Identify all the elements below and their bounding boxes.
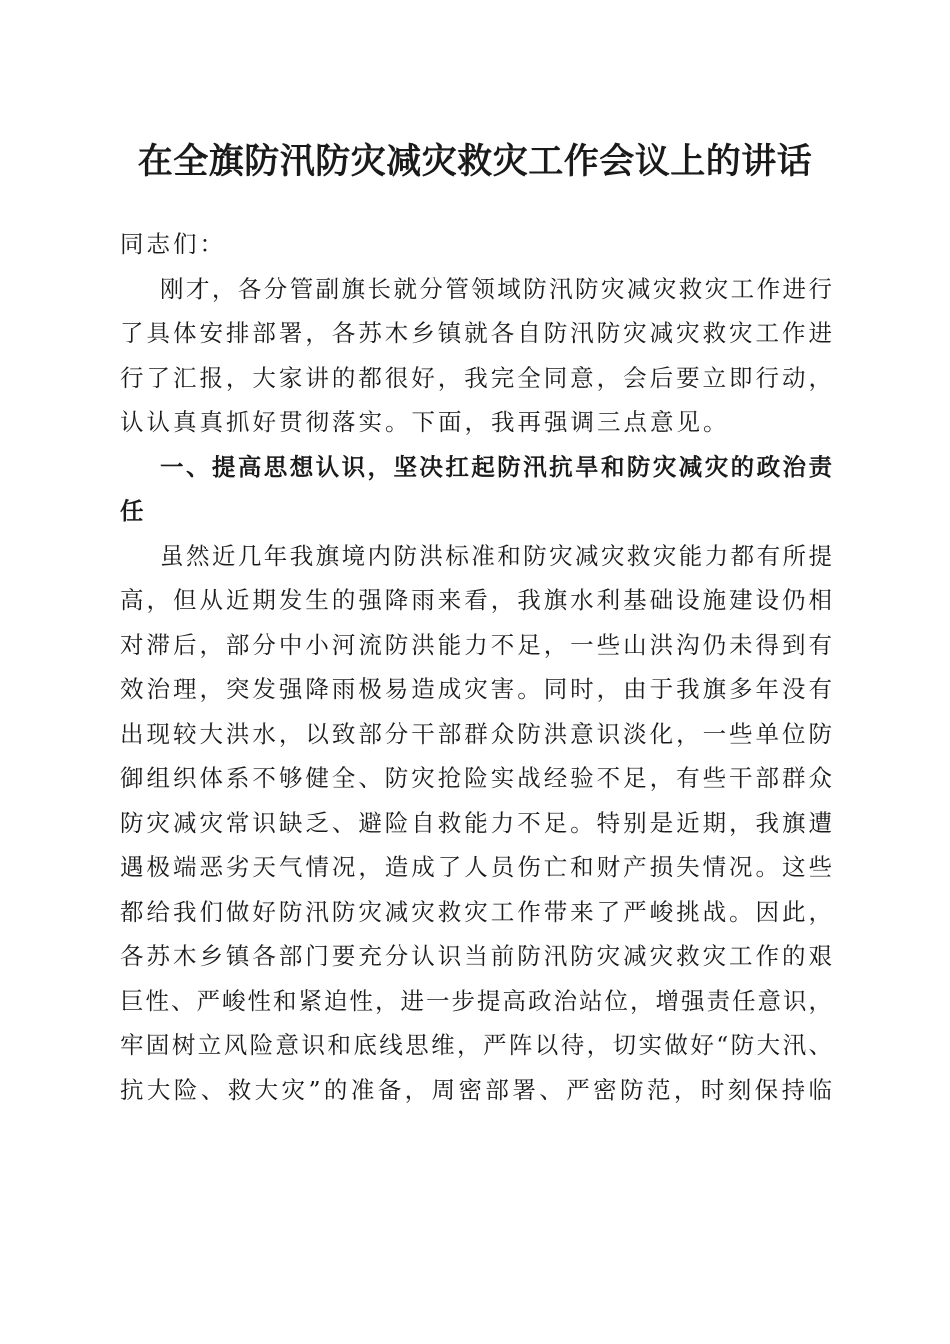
paragraph-line: 防灾减灾常识缺乏、避险自救能力不足。特别是近期，我旗遭 — [120, 808, 832, 837]
paragraph-line: 抗大险、救大灾”的准备，周密部署、严密防范，时刻保持临 — [120, 1075, 832, 1104]
paragraph-line: 虽然近几年我旗境内防洪标准和防灾减灾救灾能力都有所提 — [160, 541, 832, 570]
paragraph-line: 行了汇报，大家讲的都很好，我完全同意，会后要立即行动， — [120, 363, 832, 392]
section-heading-continued: 任 — [120, 497, 147, 525]
paragraph-line: 对滞后，部分中小河流防洪能力不足，一些山洪沟仍未得到有 — [120, 630, 832, 659]
paragraph-line: 牢固树立风险意识和底线思维，严阵以待，切实做好“防大汛、 — [120, 1031, 832, 1059]
section-heading: 一、提高思想认识，坚决扛起防汛抗旱和防灾减灾的政治责 — [160, 452, 832, 481]
paragraph-line: 巨性、严峻性和紧迫性，进一步提高政治站位，增强责任意识， — [120, 986, 832, 1015]
salutation: 同志们： — [120, 230, 226, 258]
paragraph-line: 高，但从近期发生的强降雨来看，我旗水利基础设施建设仍相 — [120, 586, 832, 614]
paragraph-line: 都给我们做好防汛防灾减灾救灾工作带来了严峻挑战。因此， — [120, 897, 832, 926]
paragraph-line: 遇极端恶劣天气情况，造成了人员伤亡和财产损失情况。这些 — [120, 853, 832, 881]
document-body — [120, 222, 832, 1112]
paragraph-line: 御组织体系不够健全、防灾抢险实战经验不足，有些干部群众 — [120, 764, 832, 792]
paragraph-line: 认认真真抓好贯彻落实。下面，我再强调三点意见。 — [120, 408, 730, 436]
paragraph-line: 各苏木乡镇各部门要充分认识当前防汛防灾减灾救灾工作的艰 — [120, 942, 832, 970]
document-title: 在全旗防汛防灾减灾救灾工作会议上的讲话 — [137, 141, 813, 182]
paragraph-line: 出现较大洪水，以致部分干部群众防洪意识淡化，一些单位防 — [120, 719, 832, 748]
paragraph-line: 了具体安排部署，各苏木乡镇就各自防汛防灾减灾救灾工作进 — [120, 319, 832, 347]
paragraph-line: 效治理，突发强降雨极易造成灾害。同时，由于我旗多年没有 — [120, 675, 832, 703]
paragraph-line: 刚才，各分管副旗长就分管领域防汛防灾减灾救灾工作进行 — [160, 274, 832, 303]
